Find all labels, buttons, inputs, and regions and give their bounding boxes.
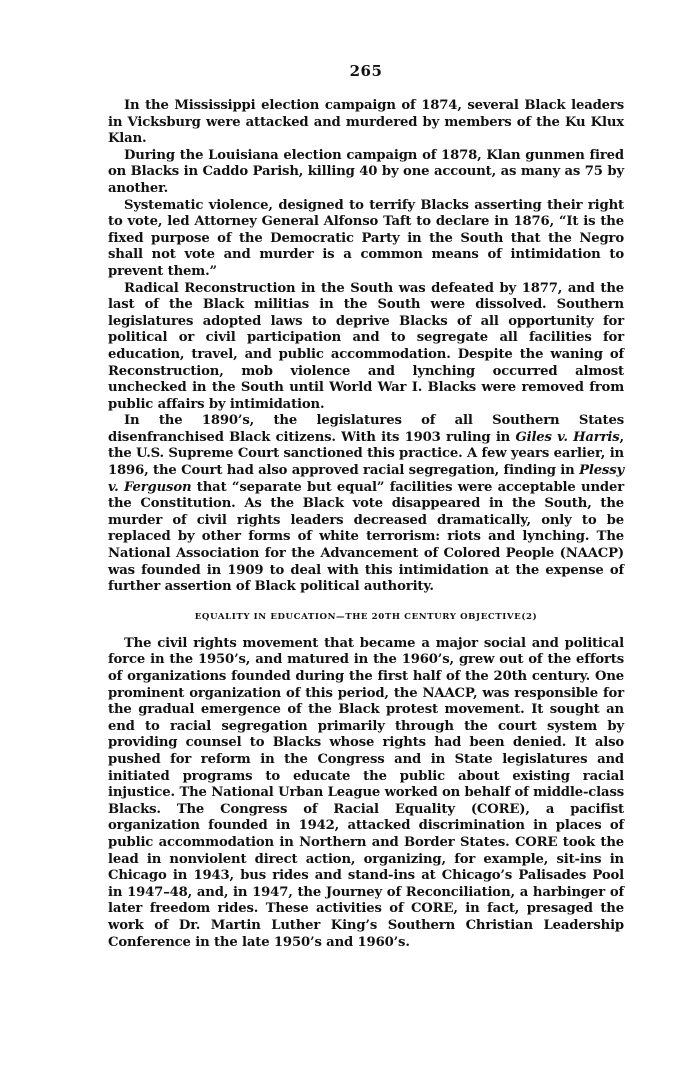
paragraph-reconstruction: Radical Reconstruction in the South was defeated by 1877, and the last of the Black militias in the South were dissolved. Southern legislatures adopted laws to deprive Blacks of all opportunity for political or civil participation and to segregate all facilities for education, travel, and public accommodation. Despite the waning of Reconstruction, mob violence and lynching occurred almost unchecked in the South until World War I. Blacks were removed from public affairs by intimidation.: [108, 280, 624, 412]
paragraph-taft-quote: Systematic violence, designed to terrify Blacks asserting their right to vote, led Attorney General Alfonso Taft to declare in 1876, “It is the fixed purpose of the Democratic Party in the South that the Negro shall not vote and murder is a common means of intimidation to prevent them.”: [108, 197, 624, 279]
document-page: [108, 62, 624, 951]
section-heading: EQUALITY IN EDUCATION—THE 20TH CENTURY OBJECTIVE(2): [194, 611, 538, 622]
case-citation-plessy: Plessy v. Ferguson: [108, 463, 624, 495]
case-citation-giles: Giles v. Harris: [515, 429, 620, 445]
paragraph-caddo-parish: During the Louisiana election campaign of 1878, Klan gunmen fired on Blacks in Caddo Parish, killing 40 by one account, as many as 75 by another.: [108, 147, 624, 196]
paragraph-1890s-text-2: , the U.S. Supreme Court sanctioned this practice. A few years earlier, in 1896, the Court had also approved racial segregation, finding in: [108, 429, 624, 479]
paragraph-civil-rights-movement: The civil rights movement that became a major social and political force in the 1950’s, and matured in the 1960’s, grew out of the efforts of organizations founded during the first half of the 20th century. One prominent organization of this period, the NAACP, was responsible for the gradual emergence of the Black protest movement. It sought an end to racial segregation primarily through the court system by providing counsel to Blacks whose rights had been denied. It also pushed for reform in the Congress and in State legislatures and initiated programs to educate the public about existing racial injustice. The National Urban League worked on behalf of middle-class Blacks. The Congress of Racial Equality (CORE), a pacifist organization founded in 1942, attacked discrimination in places of public accommodation in Northern and Border States. CORE took the lead in nonviolent direct action, organizing, for example, sit-ins in Chicago in 1943, bus rides and stand-ins at Chicago’s Palisades Pool in 1947–48, and, in 1947, the Journey of Reconciliation, a harbinger of later freedom rides. These activities of CORE, in fact, presaged the work of Dr. Martin Luther King’s Southern Christian Leadership Conference in the late 1950’s and 1960’s.: [108, 635, 624, 950]
page-number: 265: [349, 62, 383, 80]
paragraph-1890s: [108, 413, 624, 596]
paragraph-vicksburg: In the Mississippi election campaign of 1874, several Black leaders in Vicksburg were attacked and murdered by members of the Ku Klux Klan.: [108, 98, 624, 147]
paragraph-1890s-text-1: In the 1890’s, the legislatures of all Southern States disenfranchised Black citizens. With its 1903 ruling in: [108, 413, 624, 445]
paragraph-1890s-text-3: that “separate but equal” facilities were acceptable under the Constitution. As the Black vote disappeared in the South, the murder of civil rights leaders decreased dramatically, only to be replaced by other forms of white terrorism: riots and lynching. The National Association for the Advancement of Colored People (NAACP) was founded in 1909 to deal with this intimidation at the expense of further assertion of Black political authority.: [108, 479, 624, 595]
